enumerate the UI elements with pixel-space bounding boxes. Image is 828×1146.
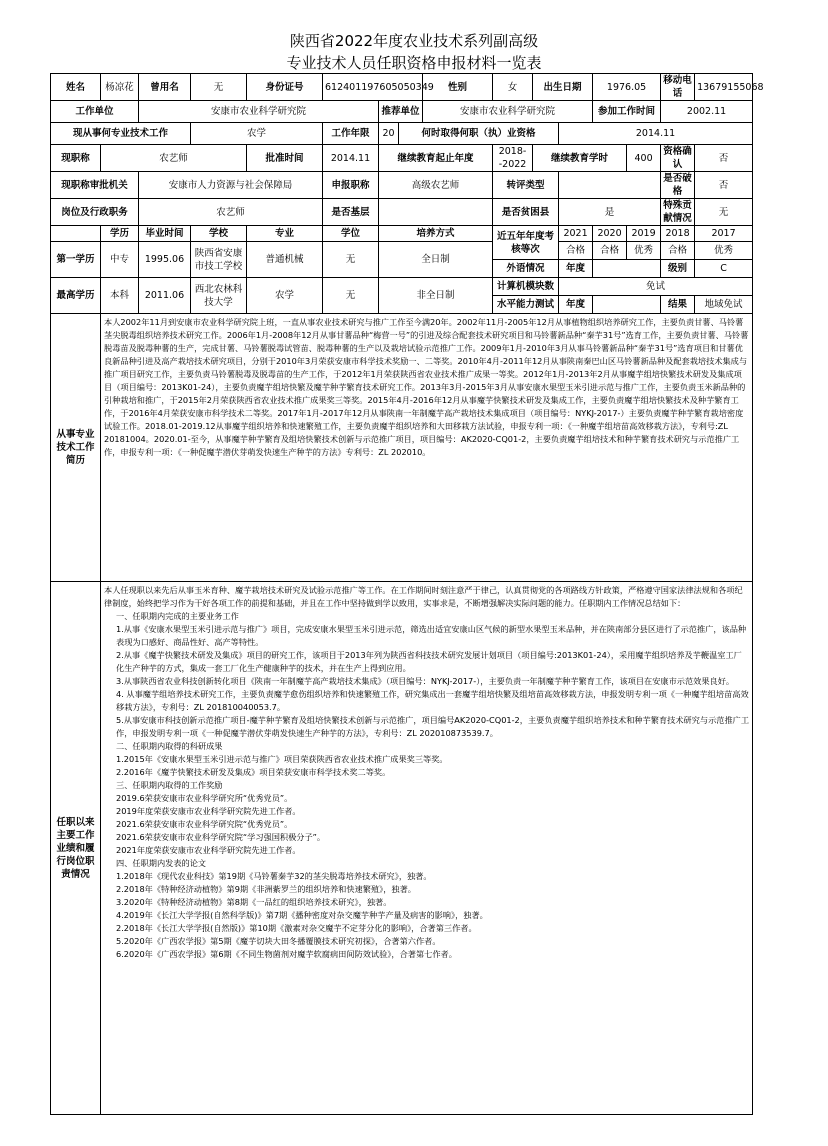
perf-section-2: 二、任职期内取得的科研成果 (116, 741, 223, 751)
phone-label: 移动电话 (661, 74, 695, 101)
perf-section-4: 四、任职期内发表的论文 (116, 858, 207, 868)
perf-s1-item: 2.从事《魔芋快繁技术研发及集成》项目的研究工作，该项目于2013年列为陕西省科技技术研究发展计划项目（项目编号:2013K01-24），采用魔芋组织培养及芋鞭温室工厂化生产种芋的方式，集成一套工厂化生产健康种芋的技术，并在生产上得到应用。 (116, 650, 742, 673)
resume-label: 从事专业技术工作简历 (51, 314, 101, 582)
approve-value: 2014.11 (323, 145, 379, 172)
recommend-value: 安康市农业科学研究院 (423, 101, 593, 123)
first-edu-time: 1995.06 (139, 242, 191, 278)
perf-intro: 本人任现职以来先后从事玉米育种、魔芋栽培技术研究及试验示范推广等工作。在工作期间时刻注意严于律己，认真贯彻党的各项路线方针政策，严格遵守国家法律法规和各项纪律制度，始终把学习作为干好各项工作的前提和基础，并且在工作中坚持做到学以致用，实事求是，不断增强解决实际问题的能力。任职期内工作情况总结如下： (104, 585, 743, 608)
perf-section-1: 一、任职期内完成的主要业务工作 (116, 611, 239, 621)
perf-s3-item: 2021年度荣获安康市农业科学研究院先进工作者。 (116, 845, 301, 855)
perf-s2-item: 1.2015年《安康水果型玉米引进示范与推广》项目荣获陕西省农业技术推广成果奖三等奖。 (116, 754, 448, 764)
title-label: 现职称 (51, 145, 101, 172)
foreign-level-value: C (695, 260, 753, 278)
application-table (50, 73, 764, 1115)
birth-value: 1976.05 (593, 74, 661, 101)
resume-text: 本人2002年11月到安康市农业科学研究院上班，一直从事农业技术研究与推广工作至今满20年。2002年11月-2005年12月从事植物组织培养研究工作，主要负责甘薯、马铃薯茎尖脱毒组织培养技术研究工作。2006年1月-2008年12月从事甘薯品种“梅营一号”的引进及综合配套技术研究项目和马铃薯新品种“秦芋31号”选育工作，主要负责甘薯、马铃薯脱毒苗及脱毒种薯的生产，完成甘薯、马铃薯脱毒试管苗、脱毒种薯的生产以及栽培试验示范推广工作。2009年1月-2010年3月从事马铃薯新品种“秦芋31号”选育项目和甘薯优良新品种引进及高产栽培技术研究项目，分别于2010年3月荣获安康市科学技术奖励一、二等奖。2010年4月-2011年12月从事陕南秦巴山区马铃薯新品种及配套栽培技术集成与推广项目研究工作，主要负责马铃薯脱毒及脱毒苗的生产工作，于2012年1月荣获陕西省农业技术推广成果一等奖。2012年1月-2013年2月从事魔芋组培快繁技术研发及集成项目（项目编号：2013K01-24），主要负责魔芋组培快繁及魔芋种芋繁育技术研究工作。2013年3月-2015年3月从事安康水果型玉米引进示范与推广工作，主要负责玉米新品种的引种栽培和推广，于2015年2月荣获陕西省农业技术推广成果奖三等奖。2015年4月-2016年12月从事魔芋快繁技术研发及集成工作，主要负责魔芋组培快繁技术及种芋繁育工作，于2016年4月荣获安康市科学技术二等奖。2017年1月-2017年12月从事陕南一年制魔芋高产栽培技术集成项目（项目编号：NYKJ-2017-）主要负责魔芋种芋繁育栽培密度试验工作。2018.01-2019.12从事魔芋组织培养和快速繁殖工作，主要负责魔芋组织培养和大田移栽方法试验，申报专利一项：《一种魔芋组培苗高效移栽方法》，专利号:ZL 20181004。2020.01-至今，从事魔芋种芋繁育及组培快繁技术创新与示范推广项目，项目编号：AK2020-CQ01-2，主要负责魔芋组培技术和种芋繁育技术研究与示范推广工作，申报专利一项：《一种促魔芋潜伏芽萌发快速生产种芋的方法》专利号：ZL 202010。 (101, 314, 753, 582)
perf-s3-item: 2021.6荣获安康市农业科学研究院“优秀党员”。 (116, 819, 293, 829)
col-xuewei: 学位 (323, 226, 379, 242)
year-2018: 2018 (661, 226, 695, 242)
perf-s3-item: 2019年度荣获安康市农业科学研究院先进工作者。 (116, 806, 301, 816)
transfer-label: 转评类型 (493, 172, 559, 199)
perf-s4-item: 3.2020年《特种经济动植物》第8期《一品红的组织培养技术研究》，独著。 (116, 897, 392, 907)
top-edu-mode: 非全日制 (379, 278, 493, 314)
post-value: 农艺师 (139, 199, 323, 226)
perf-s3-item: 2019.6荣获安康市农业科学研究所“优秀党员”。 (116, 793, 293, 803)
id-value: 612401197605050349 (323, 74, 423, 101)
computer-label: 计算机模块数 (493, 278, 559, 296)
foreign-year-label: 年度 (559, 260, 593, 278)
perf-s1-item: 3.从事陕西省农业科技创新转化项目《陕南一年制魔芋高产栽培技术集成》（项目编号：NYKJ-2017-），主要负责一年制魔芋种芋繁育工作，该项目在安康市示范效果良好。 (116, 676, 735, 686)
grade-2019: 优秀 (627, 242, 661, 260)
perf-s4-item: 2.2018年《特种经济动植物》第9期《非洲紫罗兰的组织培养和快速繁殖》，独著。 (116, 884, 416, 894)
years-value: 20 (379, 123, 399, 145)
first-edu-school: 陕西省安康市技工学校 (191, 242, 247, 278)
level-test-year-label: 年度 (559, 296, 593, 314)
top-edu-major: 农学 (247, 278, 323, 314)
recommend-label: 推荐单位 (379, 101, 423, 123)
top-edu-degree: 本科 (101, 278, 139, 314)
qualification-label: 何时取得何职（执）业资格 (399, 123, 559, 145)
foreign-level-label: 级别 (661, 260, 695, 278)
col-school: 学校 (191, 226, 247, 242)
grassroots-value (379, 199, 493, 226)
year-2020: 2020 (593, 226, 627, 242)
perf-s1-item: 5.从事安康市科技创新示范推广项目-魔芋种芋繁育及组培快繁技术创新与示范推广，项目编号AK2020-CQ01-2，主要负责魔芋组织培养技术和种芋繁育技术研究与示范推广工作，申报发明专利一项《一种促魔芋潜伏芽萌发快速生产种芋的方法》，专利号：ZL 202010873539.7。 (116, 715, 750, 738)
break-label: 是否破格 (661, 172, 695, 199)
approval-org-label: 现职称审批机关 (51, 172, 139, 199)
qualification-value: 2014.11 (559, 123, 753, 145)
perf-s4-item: 5.2020年《广西农学报》第5期《魔芋切块大田冬播覆膜技术研究初探》，合著第六作者。 (116, 936, 441, 946)
level-test-result-label: 结果 (661, 296, 695, 314)
level-test-result-value: 地域免试 (695, 296, 753, 314)
top-edu-school: 西北农林科技大学 (191, 278, 247, 314)
year-2017: 2017 (695, 226, 753, 242)
post-label: 岗位及行政职务 (51, 199, 139, 226)
edu-hours-label: 继续教育学时 (533, 145, 627, 172)
first-edu-mode: 全日制 (379, 242, 493, 278)
start-work-label: 参加工作时间 (593, 101, 661, 123)
birth-label: 出生日期 (533, 74, 593, 101)
perf-s1-item: 1.从事《安康水果型玉米引进示范与推广》项目，完成安康水果型玉米引进示范，筛选出适宜安康山区气候的新型水果型玉米品种，并在陕南部分县区进行了示范推广，该品种表现为口感好、商品性好、高产等特性。 (116, 624, 747, 647)
approval-org-value: 安康市人力资源与社会保障局 (139, 172, 323, 199)
first-edu-major: 普通机械 (247, 242, 323, 278)
first-edu-degree: 中专 (101, 242, 139, 278)
perf-s4-item: 4.2019年《长江大学学报(自然科学版)》第7期《播种密度对杂交魔芋种芋产量及病害的影响》，独著。 (116, 910, 488, 920)
col-grad-time: 毕业时间 (139, 226, 191, 242)
performance-content (101, 582, 753, 1115)
top-edu-xuewei: 无 (323, 278, 379, 314)
grade-2021: 合格 (559, 242, 593, 260)
foreign-label: 外语情况 (493, 260, 559, 278)
field-label: 现从事何专业技术工作 (51, 123, 191, 145)
unit-value: 安康市农业科学研究院 (139, 101, 379, 123)
gender-label: 性别 (423, 74, 493, 101)
top-edu-label: 最高学历 (51, 278, 101, 314)
grade-2017: 优秀 (695, 242, 753, 260)
edu-period-label: 继续教育起止年度 (379, 145, 493, 172)
first-edu-xuewei: 无 (323, 242, 379, 278)
perf-s1-item: 4. 从事魔芋组培养技术研究工作，主要负责魔芋愈伤组织培养和快速繁殖工作，研究集成出一套魔芋组培快繁及组培苗高效移栽方法，申报发明专利一项《一种魔芋组培苗高效移栽方法》，专利号：ZL 201810040053.7。 (116, 689, 749, 712)
transfer-value (559, 172, 661, 199)
col-major: 专业 (247, 226, 323, 242)
approve-label: 批准时间 (247, 145, 323, 172)
phone-value: 13679155068 (695, 74, 753, 101)
edu-period-value: 2018--2022 (493, 145, 533, 172)
apply-title-label: 申报职称 (323, 172, 379, 199)
col-degree: 学历 (101, 226, 139, 242)
id-label: 身份证号 (247, 74, 323, 101)
perf-s4-item: 2.2018年《长江大学学报(自然版)》第10期《激素对杂交魔芋不定芽分化的影响》，合著第三作者。 (116, 923, 477, 933)
perf-s3-item: 2021.6荣获安康市农业科学研究院“学习强国积极分子”。 (116, 832, 326, 842)
grassroots-label: 是否基层 (323, 199, 379, 226)
grade-2020: 合格 (593, 242, 627, 260)
name-label: 姓名 (51, 74, 101, 101)
title-value: 农艺师 (101, 145, 247, 172)
confirm-value: 否 (695, 145, 753, 172)
name-value: 杨凉花 (101, 74, 139, 101)
perf-s4-item: 1.2018年《现代农业科技》第19期《马铃薯秦芋32的茎尖脱毒培养技术研究》，独著。 (116, 871, 432, 881)
break-value: 否 (695, 172, 753, 199)
gender-value: 女 (493, 74, 533, 101)
doc-title-line2: 专业技术人员任职资格申报材料一览表 (286, 54, 542, 72)
start-work-value: 2002.11 (661, 101, 753, 123)
year-2021: 2021 (559, 226, 593, 242)
apply-title-value: 高级农艺师 (379, 172, 493, 199)
poor-county-value: 是 (559, 199, 661, 226)
poor-county-label: 是否贫困县 (493, 199, 559, 226)
assess-label: 近五年年度考核等次 (493, 226, 559, 260)
perf-s2-item: 2.2016年《魔芋快繁技术研发及集成》项目荣获安康市科学技术奖二等奖。 (116, 767, 391, 777)
perf-s4-item: 6.2020年《广西农学报》第6期《不同生物菌剂对魔芋软腐病田间防效试验》，合著第七作者。 (116, 949, 457, 959)
top-edu-time: 2011.06 (139, 278, 191, 314)
computer-value: 免试 (559, 278, 753, 296)
performance-label: 任职以来主要工作业绩和履行岗位职责情况 (51, 582, 101, 1115)
col-mode: 培养方式 (379, 226, 493, 242)
level-test-year-value (593, 296, 661, 314)
former-name-value: 无 (191, 74, 247, 101)
special-value: 无 (695, 199, 753, 226)
doc-title-line1: 陕西省2022年度农业技术系列副高级 (289, 32, 539, 50)
confirm-label: 资格确认 (661, 145, 695, 172)
field-value: 农学 (191, 123, 323, 145)
foreign-year-value (593, 260, 661, 278)
years-label: 工作年限 (323, 123, 379, 145)
former-name-label: 曾用名 (139, 74, 191, 101)
first-edu-label: 第一学历 (51, 242, 101, 278)
grade-2018: 合格 (661, 242, 695, 260)
year-2019: 2019 (627, 226, 661, 242)
special-label: 特殊贡献情况 (661, 199, 695, 226)
level-test-label: 水平能力测试 (493, 296, 559, 314)
unit-label: 工作单位 (51, 101, 139, 123)
perf-section-3: 三、任职期内取得的工作奖励 (116, 780, 223, 790)
edu-hours-value: 400 (627, 145, 661, 172)
